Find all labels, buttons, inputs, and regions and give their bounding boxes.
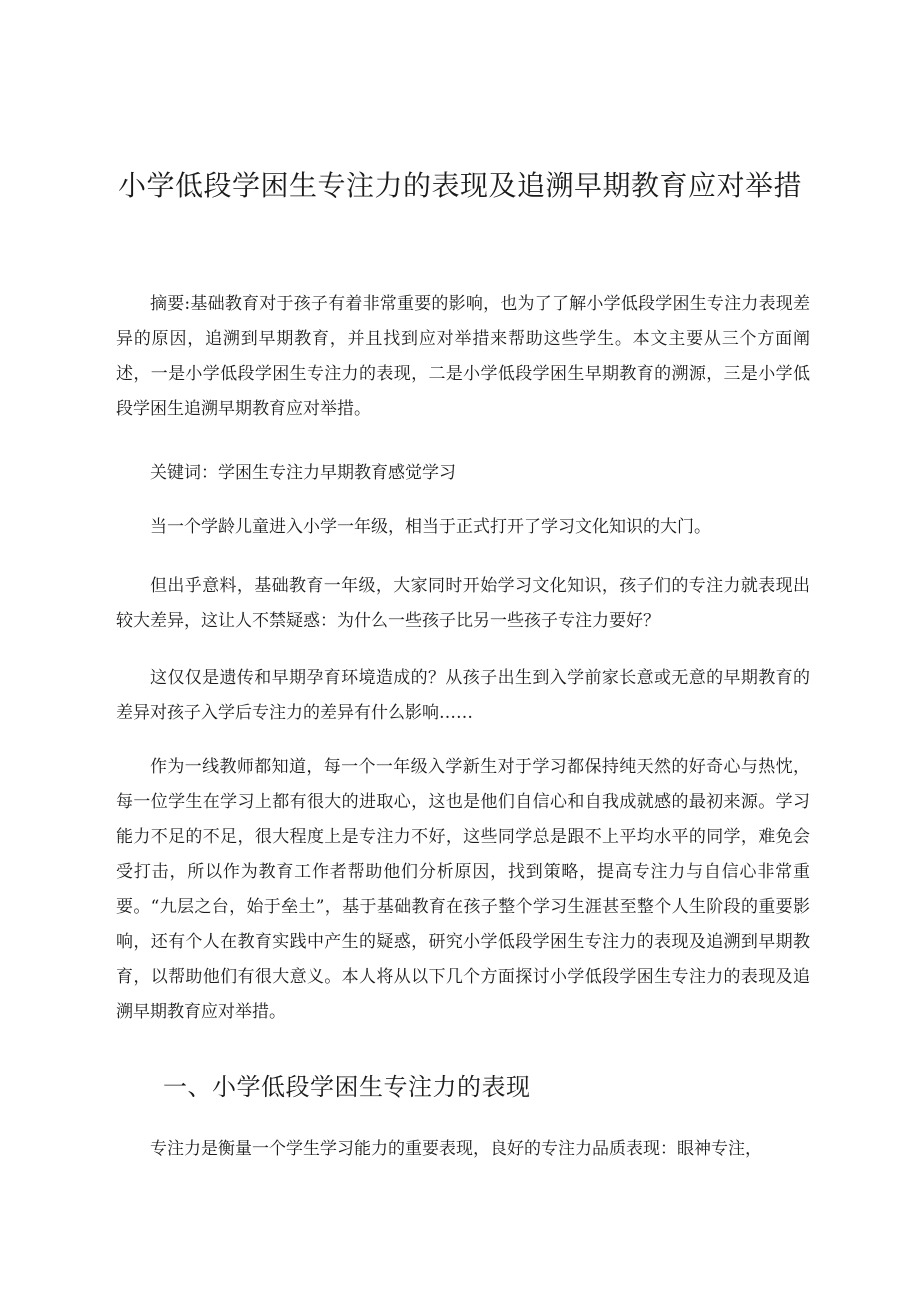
keywords-label: 关键词： — [150, 463, 218, 483]
section-paragraph: 专注力是衡量一个学生学习能力的重要表现，良好的专注力品质表现：眼神专注， — [150, 1139, 762, 1159]
body-paragraph-3: 这仅仅是遗传和早期孕育环境造成的？从孩子出生到入学前家长意或无意的早期教育的差异对孩子入学后专注力的差异有什么影响…… — [116, 668, 810, 723]
keywords-text: 学困生专注力早期教育感觉学习 — [218, 463, 456, 483]
abstract-label: 摘要: — [150, 294, 191, 314]
document-title: 小学低段学困生专注力的表现及追溯早期教育应对举措 — [117, 169, 802, 202]
abstract-paragraph — [116, 287, 810, 427]
body-paragraph-1: 当一个学龄儿童进入小学一年级，相当于正式打开了学习文化知识的大门。 — [150, 517, 711, 537]
body-paragraph-4: 作为一线教师都知道，每一个一年级入学新生对于学习都保持纯天然的好奇心与热忱，每一位学生在学习上都有很大的进取心，这也是他们自信心和自我成就感的最初来源。学习能力不足的不足，很大程度上是专注力不好，这些同学总是跟不上平均水平的同学，难免会受打击，所以作为教育工作者帮助他们分析原因，找到策略，提高专注力与自信心非常重要。“九层之台，始于垒土”，基于基础教育在孩子整个学习生涯甚至整个人生阶段的重要影响，还有个人在教育实践中产生的疑惑，研究小学低段学困生专注力的表现及追溯到早期教育，以帮助他们有很大意义。本人将从以下几个方面探讨小学低段学困生专注力的表现及追溯早期教育应对举措。 — [116, 757, 810, 1022]
body-paragraph-2: 但出乎意料，基础教育一年级，大家同时开始学习文化知识，孩子们的专注力就表现出较大差异，这让人不禁疑惑：为什么一些孩子比另一些孩子专注力要好？ — [116, 576, 810, 631]
section-heading: 一、小学低段学困生专注力的表现 — [163, 1073, 531, 1101]
abstract-text: 基础教育对于孩子有着非常重要的影响，也为了了解小学低段学困生专注力表现差异的原因，追溯到早期教育，并且找到应对举措来帮助这些学生。本文主要从三个方面阐述，一是小学低段学困生专注力的表现，二是小学低段学困生早期教育的溯源，三是小学低段学困生追溯早期教育应对举措。 — [116, 294, 811, 419]
keywords-paragraph — [116, 456, 810, 491]
